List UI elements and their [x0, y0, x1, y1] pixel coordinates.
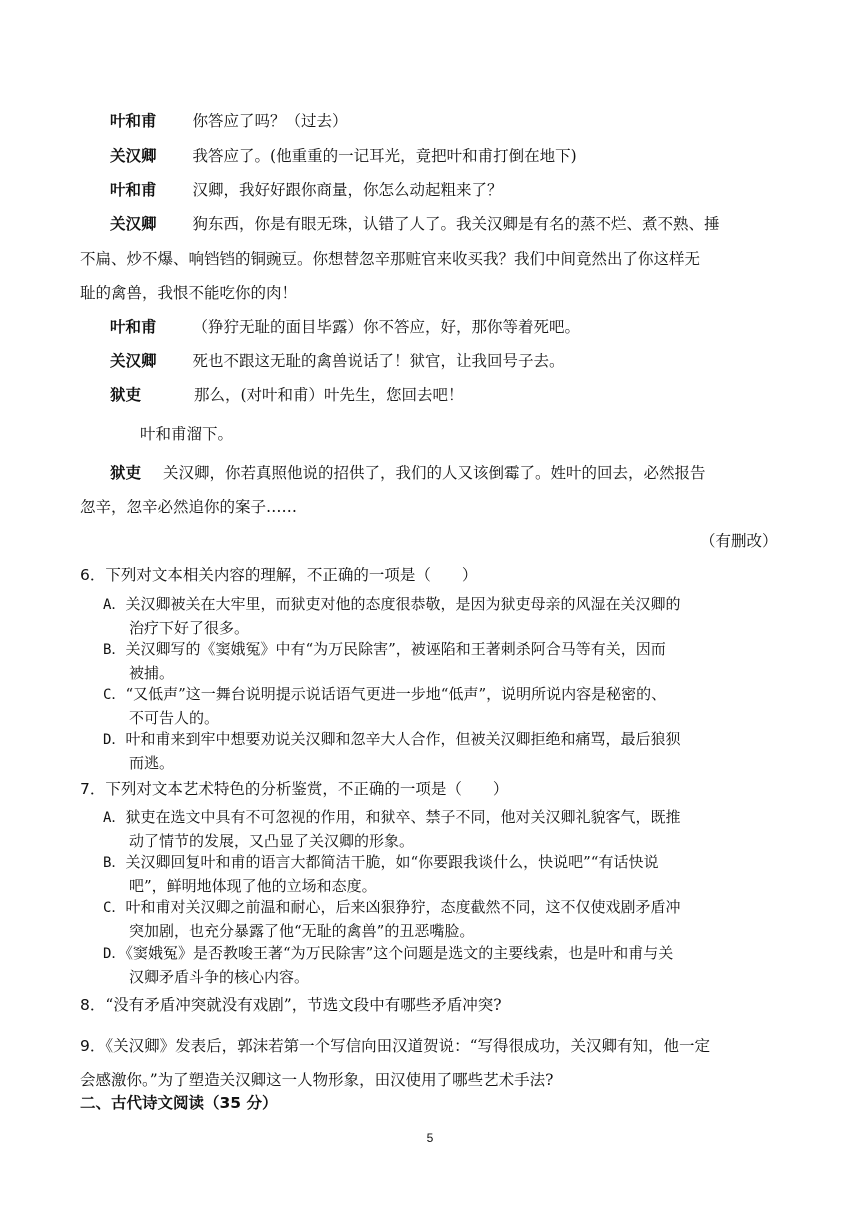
option-c — [103, 683, 793, 730]
question-number: 7． — [80, 780, 106, 798]
option-label: D． — [103, 946, 126, 962]
dialogue-text: 我答应了。(他重重的一记耳光，竟把叶和甫打倒在地下) — [192, 147, 577, 165]
option-d — [103, 728, 793, 775]
question-8 — [80, 995, 790, 1015]
dialogue-line — [110, 463, 706, 483]
question-9 — [80, 1029, 790, 1097]
speaker-name: 狱吏 — [110, 386, 142, 404]
dialogue-line — [110, 111, 348, 131]
option-label: C． — [103, 687, 126, 703]
question-stem: 下列对文本艺术特色的分析鉴赏，不正确的一项是（ ） — [105, 780, 509, 798]
dialogue-line — [110, 317, 580, 337]
source-note: （有删改） — [700, 532, 778, 550]
option-text: 突加剧，也充分暴露了他“无耻的禽兽”的丑恶嘴脸。 — [129, 922, 475, 940]
section-heading: 二、古代诗文阅读（35 分） — [80, 1094, 278, 1112]
dialogue-line — [110, 385, 464, 405]
option-b — [103, 638, 793, 685]
speaker-name: 叶和甫 — [110, 318, 157, 336]
dialogue-line — [110, 351, 565, 371]
dialogue-text: 叶和甫溜下。 — [140, 425, 234, 443]
option-label: D． — [103, 732, 126, 748]
dialogue-line — [80, 283, 297, 303]
option-text: 关汉卿被关在大牢里，而狱吏对他的态度很恭敬，是因为狱吏母亲的风湿在关汉卿的 — [125, 595, 681, 613]
option-b — [103, 851, 793, 898]
question-number: 9． — [80, 1037, 106, 1055]
stage-direction — [140, 424, 233, 444]
dialogue-text: 不扁、炒不爆、响铛铛的铜豌豆。你想替忽辛那赃官来收买我？我们中间竟然出了你这样无 — [80, 250, 701, 268]
question-stem: 下列对文本相关内容的理解，不正确的一项是（ ） — [105, 566, 478, 584]
dialogue-text: 耻的禽兽，我恨不能吃你的肉！ — [80, 284, 298, 302]
question-number: 8． — [80, 996, 106, 1014]
question-7 — [80, 779, 790, 799]
speaker-name: 关汉卿 — [110, 147, 157, 165]
option-label: A． — [103, 810, 126, 826]
speaker-name: 叶和甫 — [110, 181, 157, 199]
dialogue-line — [110, 146, 577, 166]
option-text: 而逃。 — [129, 754, 175, 772]
dialogue-text: （狰狞无耻的面目毕露）你不答应，好，那你等着死吧。 — [192, 318, 581, 336]
question-text: “没有矛盾冲突就没有戏剧”，节选文段中有哪些矛盾冲突? — [105, 996, 502, 1014]
dialogue-line — [80, 497, 297, 517]
dialogue-line — [110, 214, 720, 234]
option-text: 叶和甫来到牢中想要劝说关汉卿和忽辛大人合作，但被关汉卿拒绝和痛骂，最后狼狈 — [125, 730, 681, 748]
dialogue-text: 你答应了吗？（过去） — [192, 112, 348, 130]
option-d — [103, 942, 793, 989]
option-a — [103, 593, 793, 640]
option-text: 汉卿矛盾斗争的核心内容。 — [129, 968, 310, 986]
option-label: B． — [103, 855, 126, 871]
dialogue-text: 关汉卿，你若真照他说的招供了，我们的人又该倒霉了。姓叶的回去，必然报告 — [163, 464, 706, 482]
option-c — [103, 896, 793, 943]
dialogue-text: 狗东西，你是有眼无珠，认错了人了。我关汉卿是有名的蒸不烂、煮不熟、捶 — [192, 215, 720, 233]
speaker-name: 关汉卿 — [110, 215, 157, 233]
speaker-name: 关汉卿 — [110, 352, 157, 370]
option-text: 治疗下好了很多。 — [129, 619, 250, 637]
dialogue-text: 死也不跟这无耻的禽兽说话了！狱官，让我回号子去。 — [192, 352, 565, 370]
option-text: 被捕。 — [129, 664, 175, 682]
question-text: 会感激你。”为了塑造关汉卿这一人物形象，田汉使用了哪些艺术手法? — [80, 1071, 554, 1089]
option-label: B． — [103, 642, 126, 658]
option-label: C． — [103, 900, 126, 916]
option-text: 叶和甫对关汉卿之前温和耐心，后来凶狠狰狞，态度截然不同，这不仅使戏剧矛盾冲 — [125, 898, 681, 916]
option-text: 关汉卿回复叶和甫的语言大都简洁干脆，如“你要跟我谈什么，快说吧”“有话快说 — [125, 853, 659, 871]
speaker-name: 叶和甫 — [110, 112, 157, 130]
speaker-name: 狱吏 — [110, 464, 142, 482]
option-label: A． — [103, 597, 126, 613]
option-text: 不可告人的。 — [129, 709, 220, 727]
option-text: 狱吏在选文中具有不可忽视的作用，和狱卒、禁子不同，他对关汉卿礼貌客气，既推 — [125, 808, 681, 826]
dialogue-line — [110, 180, 503, 200]
option-text: “又低声”这一舞台说明提示说话语气更进一步地“低声”，说明所说内容是秘密的、 — [125, 685, 667, 703]
option-text: 动了情节的发展，又凸显了关汉卿的形象。 — [129, 832, 415, 850]
dialogue-text: 汉卿，我好好跟你商量，你怎么动起粗来了？ — [192, 181, 503, 199]
dialogue-line — [80, 249, 700, 269]
dialogue-text: 那么，(对叶和甫）叶先生，您回去吧！ — [194, 386, 464, 404]
question-6 — [80, 565, 790, 585]
option-text: 《窦娥冤》是否教唆王著“为万民除害”这个问题是选文的主要线索，也是叶和甫与关 — [125, 944, 674, 962]
question-number: 6． — [80, 566, 106, 584]
option-a — [103, 806, 793, 853]
option-text: 吧”，鲜明地体现了他的立场和态度。 — [129, 877, 377, 895]
option-text: 关汉卿写的《窦娥冤》中有“为万民除害”，被诬陷和王著刺杀阿合马等有关，因而 — [125, 640, 666, 658]
question-text: 《关汉卿》发表后，郭沫若第一个写信向田汉道贺说：“写得很成功，关汉卿有知，他一定 — [105, 1037, 711, 1055]
dialogue-text: 忽辛，忽辛必然追你的案子…… — [80, 498, 298, 516]
page-number: 5 — [426, 1131, 434, 1145]
